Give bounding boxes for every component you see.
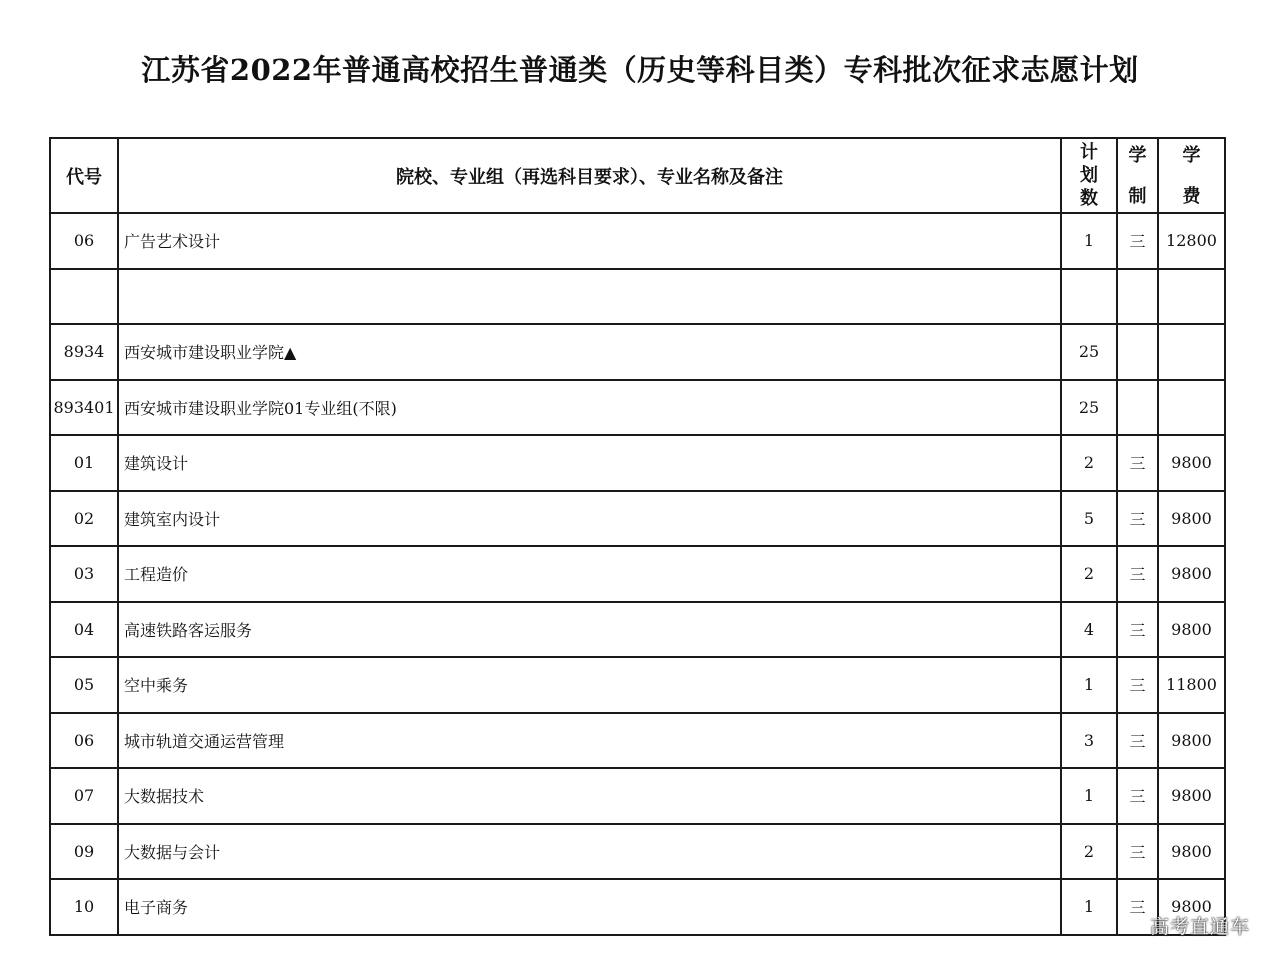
row-plan: 1	[1061, 213, 1117, 269]
enrollment-plan-table	[49, 137, 1226, 936]
row-length: 三	[1117, 213, 1158, 269]
row-length: 三	[1117, 491, 1158, 547]
table-row	[50, 602, 1225, 658]
row-code: 06	[50, 213, 118, 269]
row-code: 05	[50, 657, 118, 713]
row-name: 空中乘务	[118, 657, 1061, 713]
row-plan	[1061, 269, 1117, 325]
row-length	[1117, 380, 1158, 436]
row-length	[1117, 324, 1158, 380]
row-plan: 3	[1061, 713, 1117, 769]
row-fee: 12800	[1158, 213, 1225, 269]
header-name: 院校、专业组（再选科目要求）、专业名称及备注	[118, 138, 1061, 213]
row-length: 三	[1117, 768, 1158, 824]
header-plan-char: 计	[1080, 142, 1098, 163]
row-name: 电子商务	[118, 879, 1061, 935]
row-name: 工程造价	[118, 546, 1061, 602]
row-fee	[1158, 269, 1225, 325]
row-plan: 25	[1061, 380, 1117, 436]
row-plan: 1	[1061, 768, 1117, 824]
row-name: 建筑设计	[118, 435, 1061, 491]
row-fee	[1158, 380, 1225, 436]
row-code: 04	[50, 602, 118, 658]
table-row	[50, 435, 1225, 491]
row-plan: 5	[1061, 491, 1117, 547]
header-length-char: 制	[1128, 185, 1147, 207]
row-name	[118, 269, 1061, 325]
row-length: 三	[1117, 824, 1158, 880]
row-name: 西安城市建设职业学院▲	[118, 324, 1061, 380]
row-plan: 2	[1061, 435, 1117, 491]
row-code: 01	[50, 435, 118, 491]
table-row	[50, 824, 1225, 880]
row-length: 三	[1117, 435, 1158, 491]
header-fee-char: 费	[1182, 185, 1201, 207]
header-fee	[1158, 138, 1225, 213]
row-name: 城市轨道交通运营管理	[118, 713, 1061, 769]
row-name: 广告艺术设计	[118, 213, 1061, 269]
header-plan-char: 划	[1080, 165, 1098, 186]
table-row	[50, 546, 1225, 602]
row-code	[50, 269, 118, 325]
row-fee: 9800	[1158, 713, 1225, 769]
row-code: 09	[50, 824, 118, 880]
row-code: 10	[50, 879, 118, 935]
table-row	[50, 380, 1225, 436]
row-fee	[1158, 324, 1225, 380]
table-row	[50, 713, 1225, 769]
table-row	[50, 657, 1225, 713]
table-row	[50, 768, 1225, 824]
header-plan	[1061, 138, 1117, 213]
header-code: 代号	[50, 138, 118, 213]
row-code: 8934	[50, 324, 118, 380]
row-code: 03	[50, 546, 118, 602]
row-name: 建筑室内设计	[118, 491, 1061, 547]
row-length: 三	[1117, 879, 1158, 935]
row-plan: 1	[1061, 879, 1117, 935]
row-fee: 11800	[1158, 657, 1225, 713]
row-name: 大数据与会计	[118, 824, 1061, 880]
row-plan: 2	[1061, 824, 1117, 880]
row-fee: 9800	[1158, 546, 1225, 602]
row-length: 三	[1117, 657, 1158, 713]
row-length: 三	[1117, 602, 1158, 658]
row-fee: 9800	[1158, 602, 1225, 658]
header-fee-char: 学	[1182, 144, 1201, 166]
watermark: 高考直通车	[1149, 916, 1250, 938]
header-length	[1117, 138, 1158, 213]
header-plan-char: 数	[1080, 188, 1098, 209]
table-row	[50, 213, 1225, 269]
row-plan: 4	[1061, 602, 1117, 658]
row-fee: 9800	[1158, 435, 1225, 491]
row-fee: 9800	[1158, 491, 1225, 547]
row-plan: 2	[1061, 546, 1117, 602]
table-body	[50, 213, 1225, 935]
row-plan: 1	[1061, 657, 1117, 713]
row-plan: 25	[1061, 324, 1117, 380]
row-code: 06	[50, 713, 118, 769]
row-code: 02	[50, 491, 118, 547]
table-row	[50, 269, 1225, 325]
row-fee: 9800	[1158, 768, 1225, 824]
table-row	[50, 324, 1225, 380]
table-row	[50, 491, 1225, 547]
row-name: 高速铁路客运服务	[118, 602, 1061, 658]
table-row	[50, 879, 1225, 935]
row-length: 三	[1117, 713, 1158, 769]
row-name: 西安城市建设职业学院01专业组(不限)	[118, 380, 1061, 436]
row-fee: 9800	[1158, 879, 1225, 935]
row-length	[1117, 269, 1158, 325]
header-length-char: 学	[1128, 144, 1147, 166]
row-code: 893401	[50, 380, 118, 436]
table-header	[50, 138, 1225, 213]
row-fee: 9800	[1158, 824, 1225, 880]
row-length: 三	[1117, 546, 1158, 602]
page-title: 江苏省2022年普通高校招生普通类（历史等科目类）专科批次征求志愿计划	[141, 53, 1139, 87]
row-name: 大数据技术	[118, 768, 1061, 824]
row-code: 07	[50, 768, 118, 824]
